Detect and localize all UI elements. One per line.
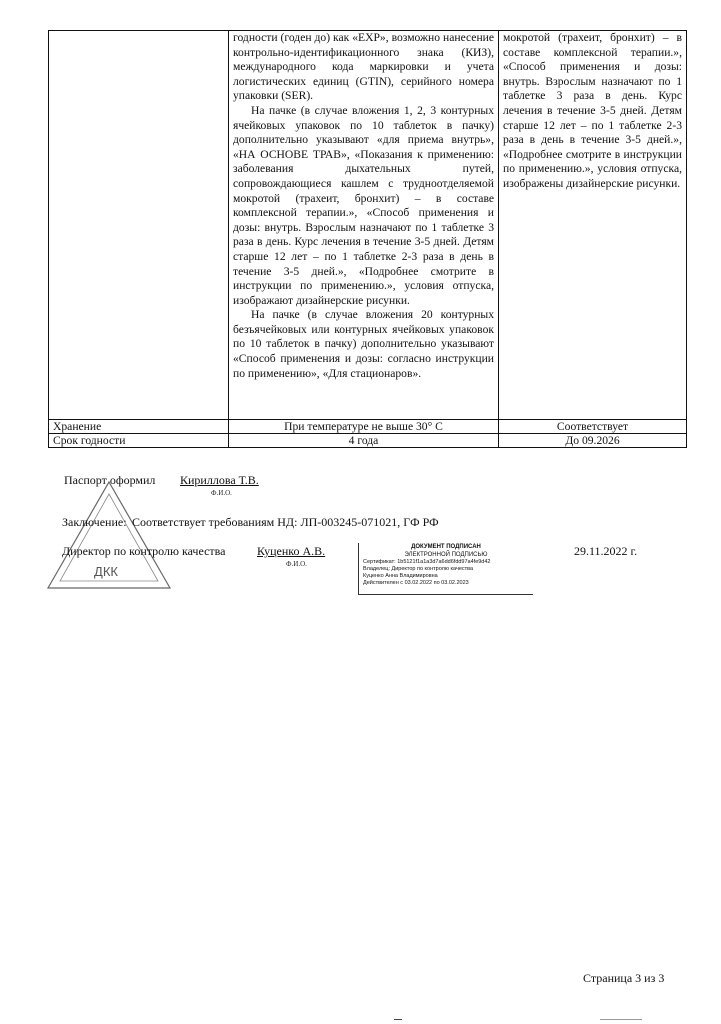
- labeling-result-text: мокротой (трахеит, бронхит) – в составе комплексной терапии.», «Способ применения и дозы: внутрь. Взрослым назначают по 1 таблетке 3 раза в день. Курс лечения в течение 3-5 дней. Детям старше 12 лет – по 1 таблетке 2-3 раза в день в течение 3-5 дней.», «Подробнее смотрите в инструкции по применению.», условия отпуска, изображены дизайнерские рисунки.: [503, 31, 682, 190]
- fio-caption: Ф.И.О.: [286, 560, 307, 568]
- table-row: [49, 434, 687, 448]
- conclusion-label: Заключение:: [62, 515, 127, 529]
- table-row: [49, 31, 687, 420]
- scan-mark: [600, 1019, 642, 1020]
- conclusion-text: Соответствует требованиям НД: ЛП-003245-071021, ГФ РФ: [132, 515, 439, 529]
- labeling-paragraph: На пачке (в случае вложения 1, 2, 3 контурных ячейковых упаковок по 10 таблеток в пачку) дополнительно указывают «для приема внутрь», «НА ОСНОВЕ ТРАВ», «Показания к применению: заболевания дыхательных путей, сопровождающиеся кашлем с трудноотделяемой мокротой (трахеит, бронхит) – в составе комплексной терапии.», «Способ применения и дозы: внутрь. Взрослым назначают по 1 таблетке 3 раза в день. Курс лечения в течение 3-5 дней. Детям старше 12 лет – по 1 таблетке 2-3 раза в день в течение 3-5 дней.», «Подробнее смотрите в инструкции по применению.», условия отпуска, изображают дизайнерские рисунки.: [233, 103, 494, 307]
- scan-mark: [394, 1019, 402, 1020]
- table-cell-empty: [49, 31, 229, 420]
- labeling-paragraph: На пачке (в случае вложения 20 контурных безъячейковых или контурных ячейковых упаковок по 10 таблеток в пачку) дополнительно указывают «Способ применения и дозы: согласно инструкции по применению», «Для стационаров».: [233, 308, 494, 380]
- row-requirement: При температуре не выше 30° С: [229, 420, 499, 434]
- page-number: Страница 3 из 3: [583, 971, 665, 985]
- row-name: Срок годности: [49, 434, 229, 448]
- esig-valid: Действителен с 03.02.2022 по 03.02.2023: [363, 580, 469, 586]
- signature-date: 29.11.2022 г.: [574, 544, 638, 558]
- row-name: Хранение: [49, 420, 229, 434]
- row-result: До 09.2026: [499, 434, 687, 448]
- esig-owner: Владелец: Директор по контролю качества: [363, 566, 474, 572]
- labeling-paragraph: годности (годен до) как «EXP», возможно нанесение контрольно-идентификационного знака (КИЗ), международного кода маркировки и учета логистических единиц (GTIN), серийного номера упаковки (SER).: [233, 31, 494, 103]
- labeling-result-cell: [499, 31, 687, 420]
- row-requirement: 4 года: [229, 434, 499, 448]
- fio-caption: Ф.И.О.: [211, 489, 232, 497]
- esig-name: Куценко Анна Владимировна: [363, 573, 438, 579]
- specification-table: [48, 30, 687, 448]
- labeling-description-cell: [229, 31, 499, 420]
- qc-stamp: [44, 478, 174, 608]
- director-name: Куценко А.В.: [257, 544, 326, 558]
- electronic-signature-box: [358, 543, 533, 595]
- passport-name: Кириллова Т.В.: [180, 473, 259, 487]
- stamp-label: ДКК: [94, 564, 118, 579]
- row-result: Соответствует: [499, 420, 687, 434]
- esig-subtitle: ЭЛЕКТРОННОЙ ПОДПИСЬЮ: [404, 552, 488, 558]
- passport-label: Паспорт оформил: [64, 473, 156, 487]
- esig-certificate: Сертификат: 1b5121f1a1a3d7a6dd6fdd97a4fe9d42: [363, 559, 491, 565]
- esig-title: ДОКУМЕНТ ПОДПИСАН: [411, 544, 481, 550]
- table-row: [49, 420, 687, 434]
- director-label: Директор по контролю качества: [62, 544, 226, 558]
